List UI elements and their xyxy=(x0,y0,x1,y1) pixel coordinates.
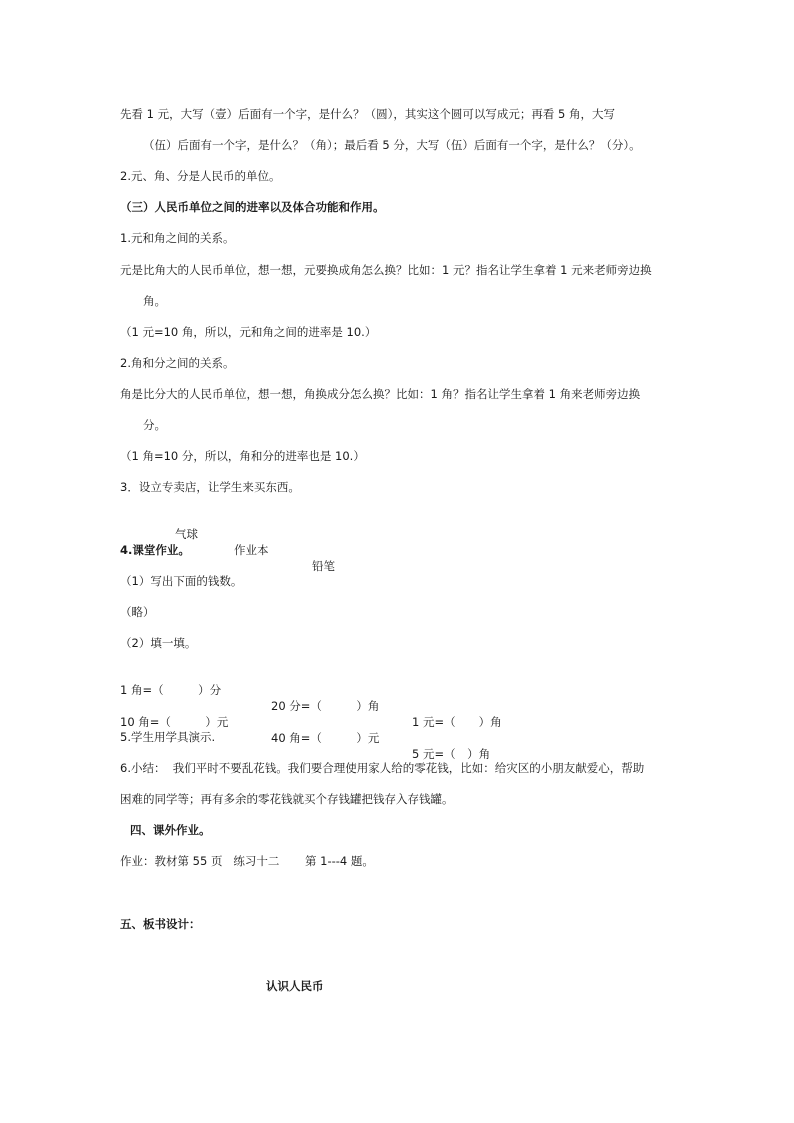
paragraph-line: （1）写出下面的钱数。 xyxy=(120,574,243,588)
paragraph-line: 角。 xyxy=(143,294,166,308)
paragraph-line: 先看 1 元，大写（壹）后面有一个字，是什么？（圆），其实这个圆可以写成元；再看 5 角，大写 xyxy=(120,107,616,121)
paragraph-line: 困难的同学等；再有多余的零花钱就买个存钱罐把钱存入存钱罐。 xyxy=(120,792,454,806)
paragraph-line: 角是比分大的人民币单位，想一想，角换成分怎么换？比如：1 角？指名让学生拿着 1 角来老师旁边换 xyxy=(120,387,641,401)
section-heading: 五、板书设计： xyxy=(120,917,201,931)
paragraph-line: 1.元和角之间的关系。 xyxy=(120,231,235,245)
fill-in-item: 20 分=（ ）角 xyxy=(271,699,380,713)
paragraph-line: （略） xyxy=(120,605,155,619)
fill-in-item: 40 角=（ ）元 xyxy=(271,731,380,745)
fill-in-item: 10 角=（ ）元 xyxy=(120,715,229,729)
paragraph-line: 5.学生用学具演示. xyxy=(120,730,216,744)
paragraph-line: 2.角和分之间的关系。 xyxy=(120,356,235,370)
shop-item: 作业本 xyxy=(234,543,269,557)
paragraph-line: （1 元=10 角，所以，元和角之间的进率是 10.） xyxy=(120,325,377,339)
paragraph-line: 2.元、角、分是人民币的单位。 xyxy=(120,169,281,183)
section-heading: （三）人民币单位之间的进率以及体合功能和作用。 xyxy=(120,200,385,214)
paragraph-line: 3．设立专卖店，让学生来买东西。 xyxy=(120,480,300,494)
fill-in-item: 5 元=（ ）角 xyxy=(412,747,491,761)
shop-item: 铅笔 xyxy=(312,559,335,573)
paragraph-line: （伍）后面有一个字，是什么？（角）；最后看 5 分，大写（伍）后面有一个字，是什么？（分）。 xyxy=(143,138,641,152)
paragraph-line: 元是比角大的人民币单位，想一想，元要换成角怎么换？比如：1 元？指名让学生拿着 1 元来老师旁边换 xyxy=(120,263,652,277)
section-heading: 4.课堂作业。 xyxy=(120,543,190,557)
paragraph-line: 分。 xyxy=(143,418,166,432)
shop-item: 气球 xyxy=(175,527,198,541)
paragraph-line: （1 角=10 分，所以，角和分的进率也是 10.） xyxy=(120,449,365,463)
paragraph-line: 作业：教材第 55 页 练习十二 第 1---4 题。 xyxy=(120,854,374,868)
board-title: 认识人民币 xyxy=(266,979,324,993)
fill-in-item: 1 角=（ ）分 xyxy=(120,683,222,697)
paragraph-line: 6.小结： 我们平时不要乱花钱。我们要合理使用家人给的零花钱，比如：给灾区的小朋友献爱心，帮助 xyxy=(120,761,645,775)
fill-in-item: 1 元=（ ）角 xyxy=(412,715,502,729)
section-heading: 四、课外作业。 xyxy=(130,823,211,837)
paragraph-line: （2）填一填。 xyxy=(120,636,197,650)
